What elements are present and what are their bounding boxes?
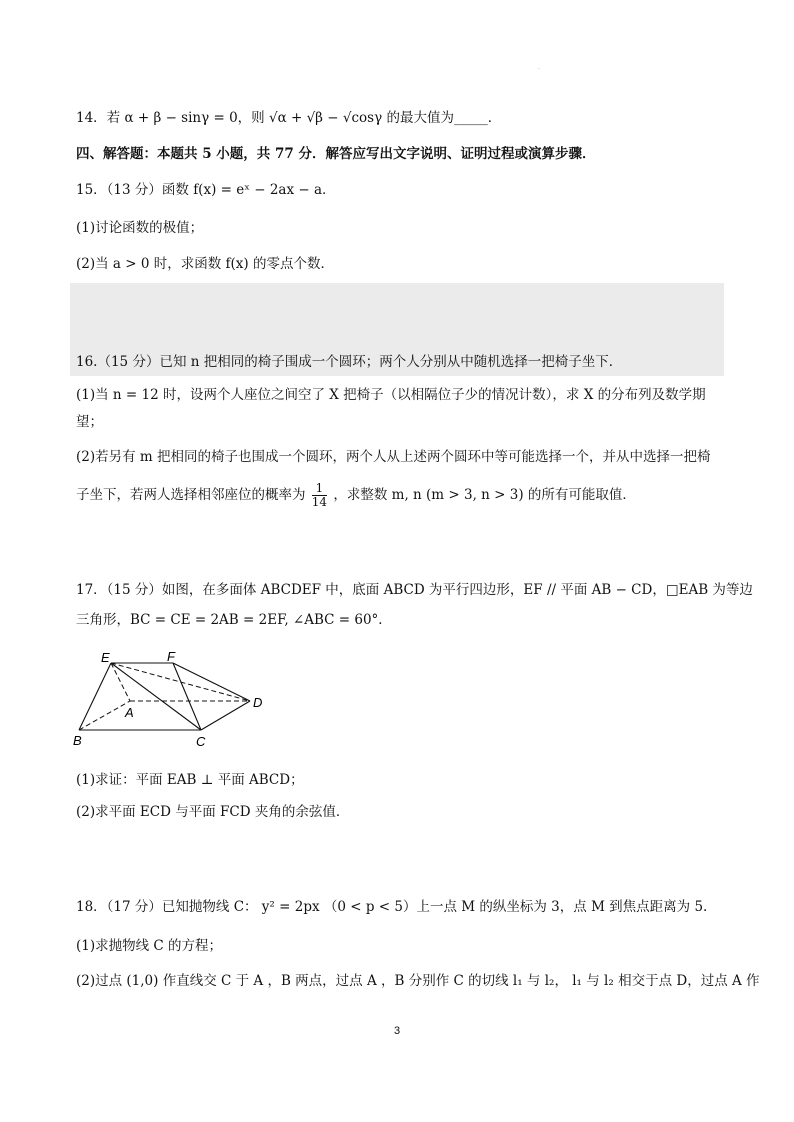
hidden-edge-ED (111, 663, 250, 701)
label-D: D (253, 695, 263, 710)
page-number: 3 (393, 1025, 401, 1037)
question-16-part1-line2: 望； (76, 414, 103, 430)
label-A: A (125, 705, 134, 720)
top-mark: · (538, 66, 540, 73)
question-16-part2-line1: (2)若另有 m 把相同的椅子也围成一个圆环，两个人从上述两个圆环中等可能选择一个，并从中选择一把椅 (76, 449, 711, 465)
polyhedron-figure (70, 648, 280, 752)
question-16-part1-line1: (1)当 n = 12 时，设两个人座位之间空了 X 把椅子（以相隔位子少的情况计数），求 X 的分布列及数学期 (76, 387, 706, 403)
probability-fraction (312, 482, 327, 509)
question-17-stem-line1: 17．（15 分）如图，在多面体 ABCDEF 中，底面 ABCD 为平行四边形，EF // 平面 AB − CD，□EAB 为等边 (76, 582, 753, 598)
hidden-edge-BA (79, 701, 130, 730)
question-16-part2-line2 (76, 482, 636, 509)
question-18-stem: 18．（17 分）已知抛物线 C： y² = 2px （0 < p < 5）上一点 M 的纵坐标为 3，点 M 到焦点距离为 5. (76, 899, 708, 915)
edge-CD (201, 701, 250, 730)
question-18-part1: (1)求抛物线 C 的方程； (76, 938, 223, 954)
fraction-denominator: 14 (311, 495, 328, 509)
question-17-stem-line2: 三角形，BC = CE = 2AB = 2EF, ∠ABC = 60°． (76, 612, 392, 628)
q16-p2-text-before: 子坐下，若两人选择相邻座位的概率为 (76, 487, 306, 503)
label-E: E (101, 650, 110, 665)
label-C: C (196, 734, 206, 749)
question-15-stem: 15．（13 分）函数 f(x) = eˣ − 2ax − a． (76, 182, 336, 198)
section-heading: 四、解答题：本题共 5 小题，共 77 分．解答应写出文字说明、证明过程或演算步骤． (76, 146, 596, 162)
question-15-part1: (1)讨论函数的极值； (76, 220, 204, 236)
label-B: B (73, 733, 82, 748)
question-16-stem: 16.（15 分）已知 n 把相同的椅子围成一个圆环；两个人分别从中随机选择一把椅子坐下． (76, 354, 623, 370)
question-14: 14．若 α + β − sinγ = 0，则 √α + √β − √cosγ 的最大值为_____． (76, 110, 502, 126)
question-15-part2: (2)当 a > 0 时，求函数 f(x) 的零点个数． (76, 256, 334, 272)
edge-FD (173, 663, 250, 701)
fraction-numerator: 1 (312, 482, 327, 496)
edge-EB (79, 663, 111, 730)
question-18-part2: (2)过点 (1,0) 作直线交 C 于 A ，B 两点，过点 A ，B 分别作 C 的切线 l₁ 与 l₂， l₁ 与 l₂ 相交于点 D，过点 A 作 (76, 973, 760, 989)
question-17-part2: (2)求平面 ECD 与平面 FCD 夹角的余弦值． (76, 804, 350, 820)
hidden-edge-EA (111, 663, 130, 701)
q16-p2-text-after: ，求整数 m, n (m > 3, n > 3) 的所有可能取值． (333, 487, 636, 503)
question-17-part1: (1)求证：平面 EAB ⊥ 平面 ABCD； (76, 772, 304, 788)
label-F: F (167, 649, 175, 664)
